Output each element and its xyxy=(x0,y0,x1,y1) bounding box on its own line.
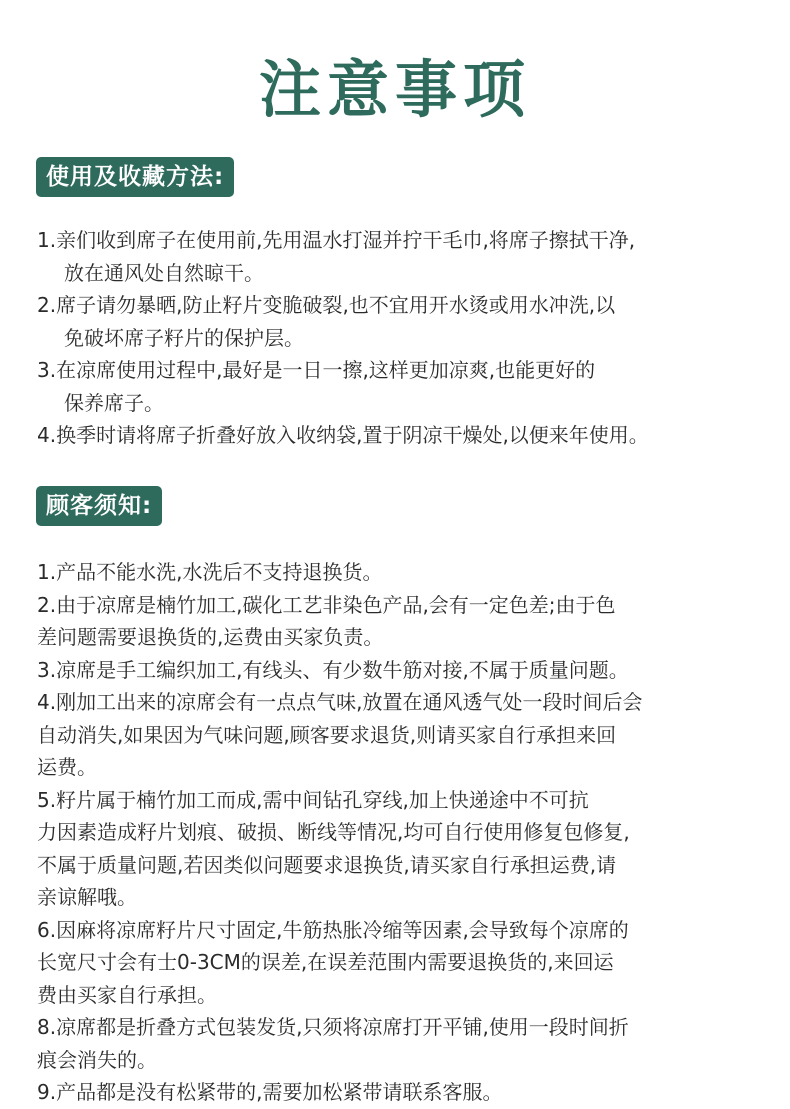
usage-list xyxy=(37,224,777,452)
usage-item-3 xyxy=(37,354,777,419)
notice-item-4-line-2: 自动消失,如果因为气味问题,顾客要求退货,则请买家自行承担来回 xyxy=(37,722,617,747)
notice-item-1-line-1: 1.产品不能水洗,水洗后不支持退换货。 xyxy=(37,560,383,584)
notice-item-8-line-1: 8.凉席都是折叠方式包装发货,只须将凉席打开平铺,使用一段时间折 xyxy=(37,1015,629,1039)
notice-item-9-line-1: 9.产品都是没有松紧带的,需要加松紧带请联系客服。 xyxy=(37,1080,503,1104)
notice-item-1 xyxy=(37,556,777,589)
usage-item-4 xyxy=(37,419,777,452)
notice-item-2-line-2: 差问题需要退换货的,运费由买家负责。 xyxy=(37,625,384,649)
notice-item-4-line-3: 运费。 xyxy=(37,755,97,779)
usage-item-3-line-1: 3.在凉席使用过程中,最好是一日一擦,这样更加凉爽,也能更好的 xyxy=(37,358,596,382)
usage-section-label: 使用及收藏方法: xyxy=(36,157,234,197)
notice-item-4 xyxy=(37,686,777,784)
notice-list xyxy=(37,556,777,1109)
page-title: 注意事项 xyxy=(258,53,531,126)
notice-item-8-line-2: 痕会消失的。 xyxy=(37,1047,157,1072)
usage-item-1-line-1: 1.亲们收到席子在使用前,先用温水打湿并拧干毛巾,将席子擦拭干净, xyxy=(37,228,636,252)
notice-section-label: 顾客须知: xyxy=(36,486,162,526)
usage-item-4-line-1: 4.换季时请将席子折叠好放入收纳袋,置于阴凉干燥处,以便来年使用。 xyxy=(37,423,649,447)
notice-item-2 xyxy=(37,589,777,654)
notice-item-5-line-3: 不属于质量问题,若因类似问题要求退换货,请买家自行承担运费,请 xyxy=(37,852,617,877)
notice-item-6 xyxy=(37,914,777,1012)
notice-item-5 xyxy=(37,784,777,914)
notice-item-4-line-1: 4.刚加工出来的凉席会有一点点气味,放置在通风透气处一段时间后会 xyxy=(37,690,643,714)
notice-item-8 xyxy=(37,1011,777,1076)
usage-item-3-line-2: 保养席子。 xyxy=(64,390,164,415)
usage-item-2-line-1: 2.席子请勿暴晒,防止籽片变脆破裂,也不宜用开水烫或用水冲洗,以 xyxy=(37,293,616,317)
notice-item-2-line-1: 2.由于凉席是楠竹加工,碳化工艺非染色产品,会有一定色差;由于色 xyxy=(37,592,616,617)
usage-item-2 xyxy=(37,289,777,354)
notice-item-3 xyxy=(37,654,777,687)
notice-item-5-line-4: 亲谅解哦。 xyxy=(37,885,137,909)
notice-item-6-line-3: 费由买家自行承担。 xyxy=(37,982,217,1007)
usage-item-1 xyxy=(37,224,777,289)
notice-item-5-line-2: 力因素造成籽片划痕、破损、断线等情况,均可自行使用修复包修复, xyxy=(37,820,630,844)
notice-item-6-line-1: 6.因麻将凉席籽片尺寸固定,牛筋热胀冷缩等因素,会导致每个凉席的 xyxy=(37,917,629,942)
notice-item-3-line-1: 3.凉席是手工编织加工,有线头、有少数牛筋对接,不属于质量问题。 xyxy=(37,657,629,682)
notice-item-5-line-1: 5.籽片属于楠竹加工而成,需中间钻孔穿线,加上快递途中不可抗 xyxy=(37,787,589,812)
notice-item-6-line-2: 长宽尺寸会有士0-3CM的误差,在误差范围内需要退换货的,来回运 xyxy=(37,950,614,974)
usage-item-1-line-2: 放在通风处自然晾干。 xyxy=(64,260,264,285)
usage-item-2-line-2: 免破坏席子籽片的保护层。 xyxy=(64,325,304,350)
